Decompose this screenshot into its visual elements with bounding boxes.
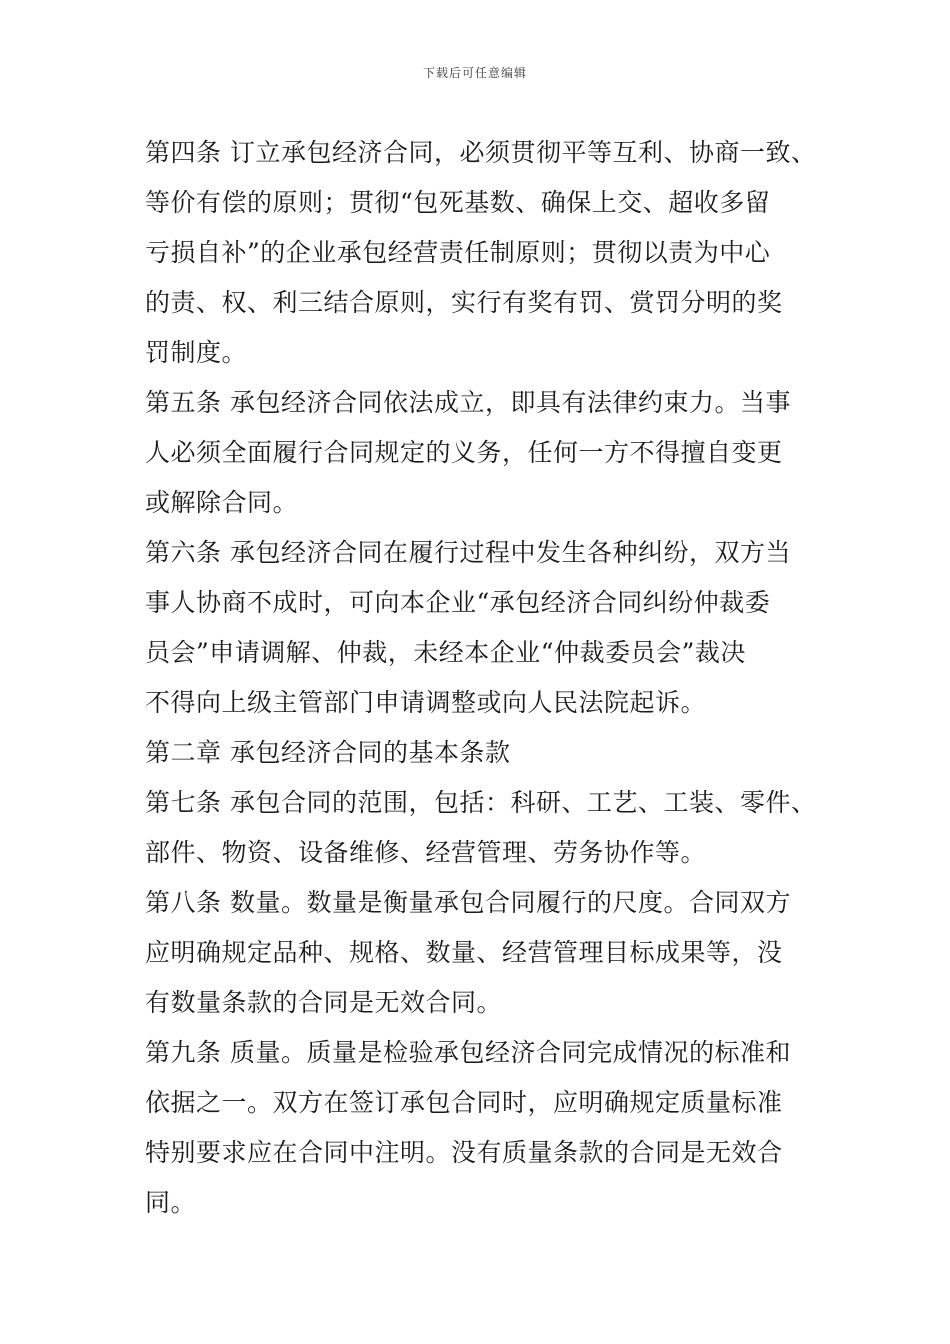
text-line: 应明确规定品种、规格、数量、经营管理目标成果等，没 bbox=[145, 938, 783, 967]
text-line: 第七条 承包合同的范围，包括：科研、工艺、工装、零件、 bbox=[145, 788, 817, 817]
text-line: 罚制度。 bbox=[145, 338, 248, 367]
text-line: 特别要求应在合同中注明。没有质量条款的合同是无效合 bbox=[145, 1138, 783, 1167]
text-line: 有数量条款的合同是无效合同。 bbox=[145, 988, 503, 1017]
text-line: 不得向上级主管部门申请调整或向人民法院起诉。 bbox=[145, 688, 707, 717]
text-line: 或解除合同。 bbox=[145, 488, 299, 517]
text-line: 事人协商不成时，可向本企业“承包经济合同纠纷仲裁委 bbox=[145, 588, 771, 617]
text-line: 等价有偿的原则；贯彻“包死基数、确保上交、超收多留 bbox=[145, 188, 771, 217]
text-line: 部件、物资、设备维修、经营管理、劳务协作等。 bbox=[145, 838, 707, 867]
text-line: 第九条 质量。质量是检验承包经济合同完成情况的标准和 bbox=[145, 1038, 791, 1067]
text-line: 第五条 承包经济合同依法成立，即具有法律约束力。当事 bbox=[145, 388, 791, 417]
text-line: 第四条 订立承包经济合同，必须贯彻平等互利、协商一致、 bbox=[145, 138, 817, 167]
text-line: 的责、权、利三结合原则，实行有奖有罚、赏罚分明的奖 bbox=[145, 288, 783, 317]
text-line: 第八条 数量。数量是衡量承包合同履行的尺度。合同双方 bbox=[145, 888, 791, 917]
text-line: 人必须全面履行合同规定的义务，任何一方不得擅自变更 bbox=[145, 438, 783, 467]
document-body bbox=[145, 128, 825, 1228]
text-line: 第六条 承包经济合同在履行过程中发生各种纠纷，双方当 bbox=[145, 538, 791, 567]
text-line: 依据之一。双方在签订承包合同时，应明确规定质量标准 bbox=[145, 1088, 783, 1117]
text-line: 员会”申请调解、仲裁，未经本企业“仲裁委员会”裁决 bbox=[145, 638, 746, 667]
text-line: 同。 bbox=[145, 1188, 197, 1217]
page-header: 下载后可任意编辑 bbox=[422, 66, 527, 80]
chapter-heading: 第二章 承包经济合同的基本条款 bbox=[145, 738, 511, 767]
text-line: 亏损自补”的企业承包经营责任制原则；贯彻以责为中心 bbox=[145, 238, 771, 267]
